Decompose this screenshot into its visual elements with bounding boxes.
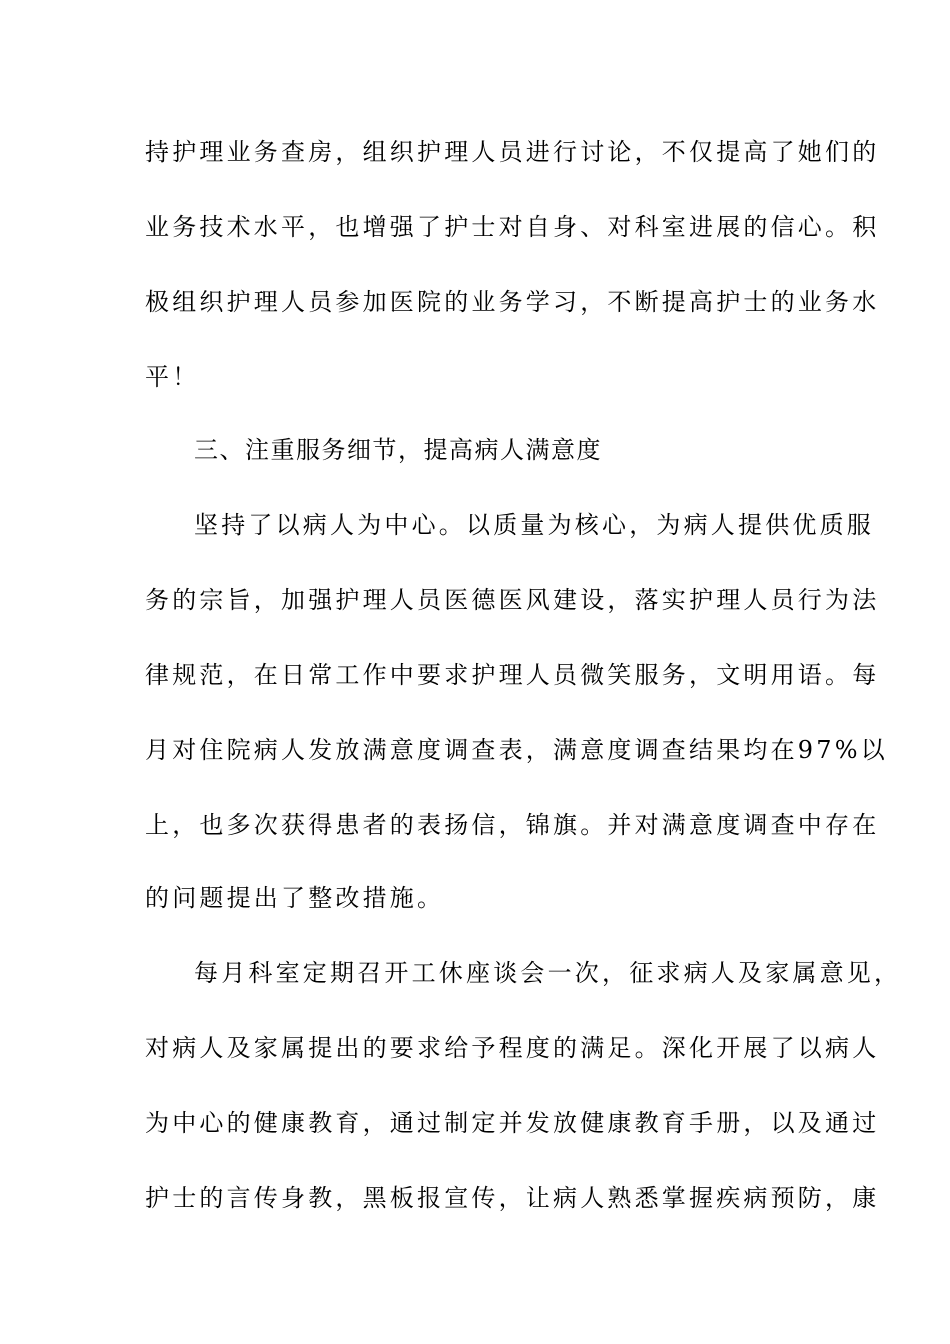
paragraph-line: 坚持了以病人为中心。以质量为核心，为病人提供优质服 [194,511,874,539]
paragraph-line: 极组织护理人员参加医院的业务学习，不断提高护士的业务水 [145,288,880,316]
paragraph-line: 务的宗旨，加强护理人员医德医风建设，落实护理人员行为法 [145,586,880,614]
paragraph-line: 上，也多次获得患者的表扬信，锦旗。并对满意度调查中存在 [145,811,880,839]
paragraph-line: 业务技术水平，也增强了护士对自身、对科室进展的信心。积 [145,213,880,241]
section-heading: 三、注重服务细节，提高病人满意度 [194,436,602,464]
paragraph-line: 为中心的健康教育，通过制定并发放健康教育手册，以及通过 [145,1109,880,1137]
paragraph-line: 平！ [145,363,200,391]
paragraph-line: 对病人及家属提出的要求给予程度的满足。深化开展了以病人 [145,1034,880,1062]
paragraph-line: 月对住院病人发放满意度调查表，满意度调查结果均在97%以 [145,736,888,764]
paragraph-line: 每月科室定期召开工休座谈会一次，征求病人及家属意见， [194,959,902,987]
paragraph-line: 持护理业务查房，组织护理人员进行讨论，不仅提高了她们的 [145,138,880,166]
paragraph-line: 的问题提出了整改措施。 [145,884,445,912]
paragraph-line: 护士的言传身教，黑板报宣传，让病人熟悉掌握疾病预防，康 [145,1184,880,1212]
paragraph-line: 律规范，在日常工作中要求护理人员微笑服务，文明用语。每 [145,661,880,689]
